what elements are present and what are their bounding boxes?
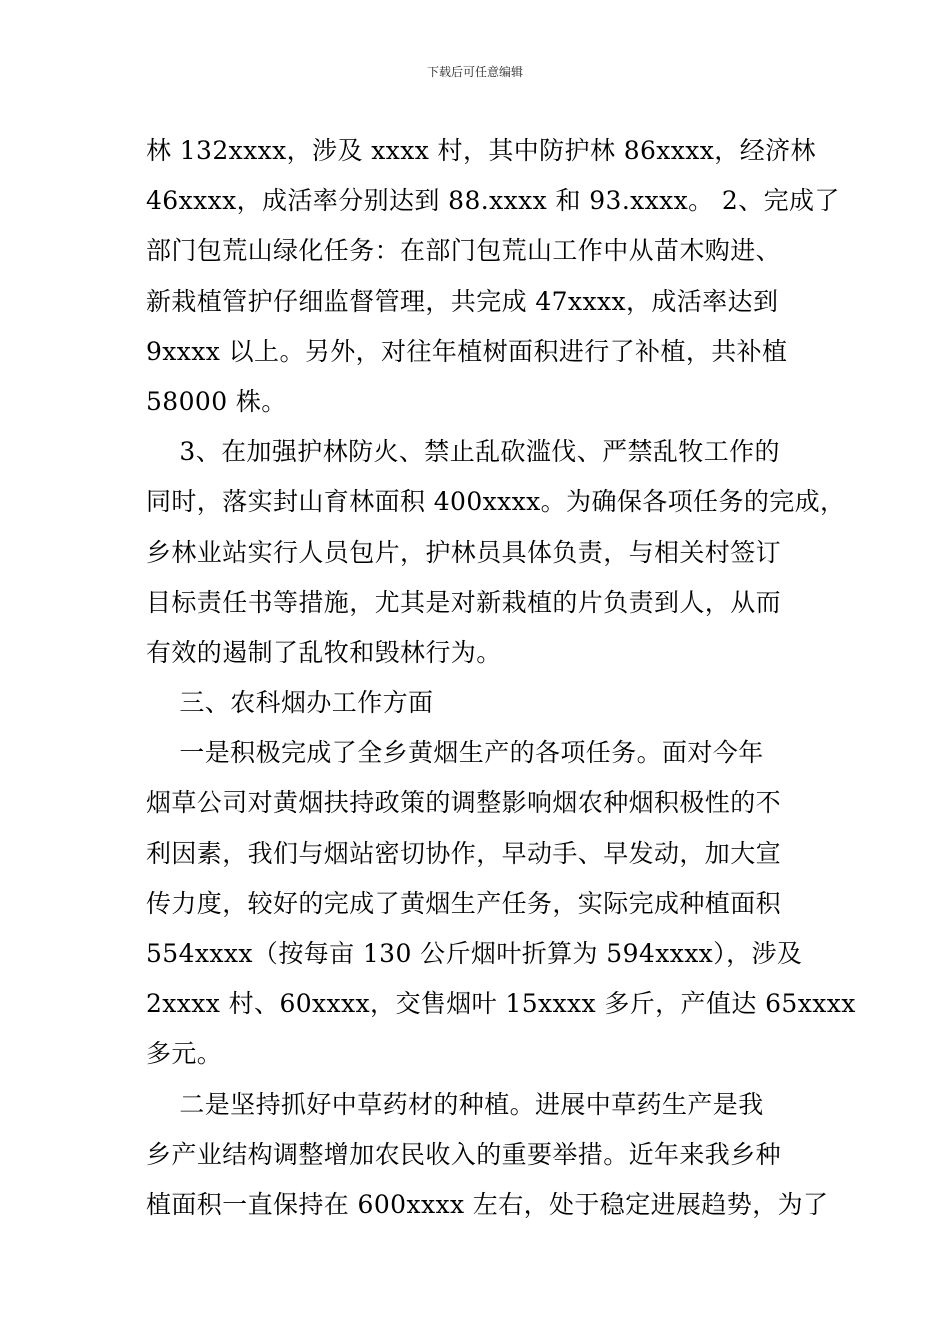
text-line: 传力度，较好的完成了黄烟生产任务，实际完成种植面积 [146,888,782,918]
text-line: 利因素，我们与烟站密切协作，早动手、早发动，加大宣 [146,838,782,868]
text-line: 58000 株。 [146,386,287,416]
text-line: 乡林业站实行人员包片，护林员具体负责，与相关村签订 [146,537,782,567]
text-line: 林 132xxxx，涉及 xxxx 村，其中防护林 86xxxx，经济林 [146,136,816,165]
text-line: 46xxxx，成活率分别达到 88.xxxx 和 93.xxxx。 2、完成了 [146,186,840,216]
text-line: 新栽植管护仔细监督管理，共完成 47xxxx，成活率达到 [146,286,779,316]
text-line: 目标责任书等措施，尤其是对新栽植的片负责到人，从而 [146,587,782,617]
text-line: 二是坚持抓好中草药材的种植。进展中草药生产是我 [146,1089,764,1119]
text-line: 多元。 [146,1039,223,1069]
text-line: 554xxxx（按每亩 130 公斤烟叶折算为 594xxxx），涉及 [146,939,803,968]
text-line: 植面积一直保持在 600xxxx 左右，处于稳定进展趋势，为了 [146,1189,829,1219]
text-line: 9xxxx 以上。另外，对往年植树面积进行了补植，共补植 [146,336,788,366]
text-line: 有效的遏制了乱牧和毁林行为。 [146,637,502,667]
page-header-note: 下载后可任意编辑 [426,65,523,79]
document-body [146,126,856,1230]
section-heading: 三、农科烟办工作方面 [146,688,434,718]
text-line: 乡产业结构调整增加农民收入的重要举措。近年来我乡种 [146,1139,782,1169]
text-line: 2xxxx 村、60xxxx，交售烟叶 15xxxx 多斤，产值达 65xxxx [146,989,856,1019]
text-line: 同时，落实封山育林面积 400xxxx。为确保各项任务的完成， [146,487,846,517]
text-line: 烟草公司对黄烟扶持政策的调整影响烟农种烟积极性的不 [146,788,782,818]
text-line: 3、在加强护林防火、禁止乱砍滥伐、严禁乱牧工作的 [146,437,780,467]
text-line: 部门包荒山绿化任务：在部门包荒山工作中从苗木购进、 [146,236,782,266]
text-line: 一是积极完成了全乡黄烟生产的各项任务。面对今年 [146,738,764,768]
